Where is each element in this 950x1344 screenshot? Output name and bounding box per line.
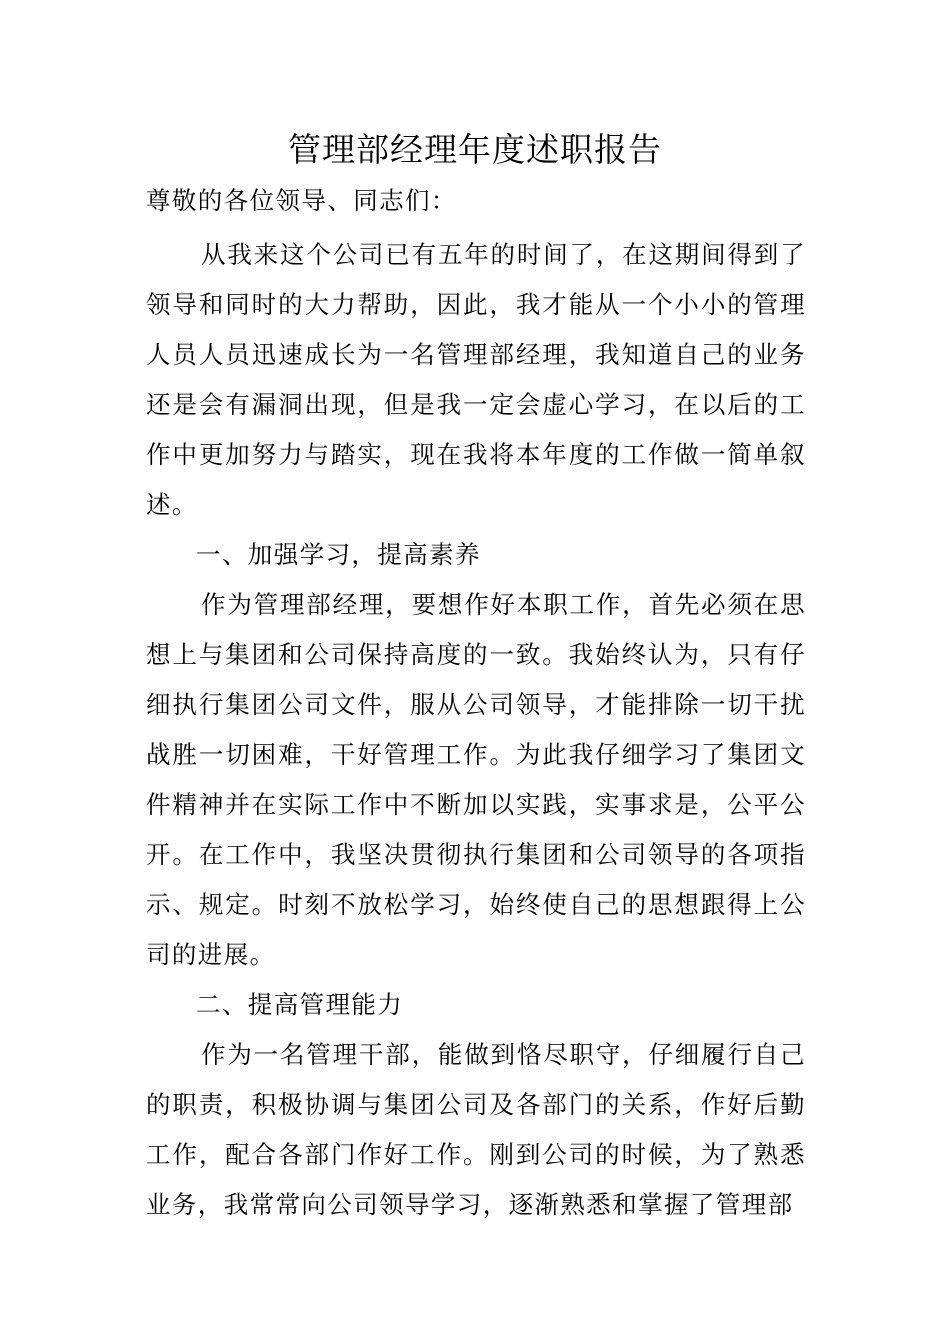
paragraph-intro: 从我来这个公司已有五年的时间了，在这期间得到了领导和同时的大力帮助，因此，我才能从一个小小的管理人员人员迅速成长为一名管理部经理，我知道自己的业务还是会有漏洞出现，但是我一定会虚心学习，在以后的工作中更加努力与踏实，现在我将本年度的工作做一简单叙述。	[146, 240, 806, 519]
salutation: 尊敬的各位领导、同志们：	[146, 186, 457, 215]
document-body	[146, 178, 806, 1230]
paragraph-section-1: 作为管理部经理，要想作好本职工作，首先必须在思想上与集团和公司保持高度的一致。我始终认为，只有仔细执行集团公司文件，服从公司领导，才能排除一切干扰战胜一切困难，干好管理工作。为此我仔细学习了集团文件精神并在实际工作中不断加以实践，实事求是，公平公开。在工作中，我坚决贯彻执行集团和公司领导的各项指示、规定。时刻不放松学习，始终使自己的思想跟得上公司的进展。	[146, 590, 806, 969]
paragraph-section-2: 作为一名管理干部，能做到恪尽职守，仔细履行自己的职责，积极协调与集团公司及各部门的关系，作好后勤工作，配合各部门作好工作。刚到公司的时候，为了熟悉业务，我常常向公司领导学习，逐渐熟悉和掌握了管理部	[146, 1040, 806, 1219]
section-heading-1: 一、加强学习，提高素养	[196, 540, 481, 569]
document-title: 管理部经理年度述职报告	[288, 130, 662, 169]
section-heading-2: 二、提高管理能力	[196, 990, 404, 1019]
